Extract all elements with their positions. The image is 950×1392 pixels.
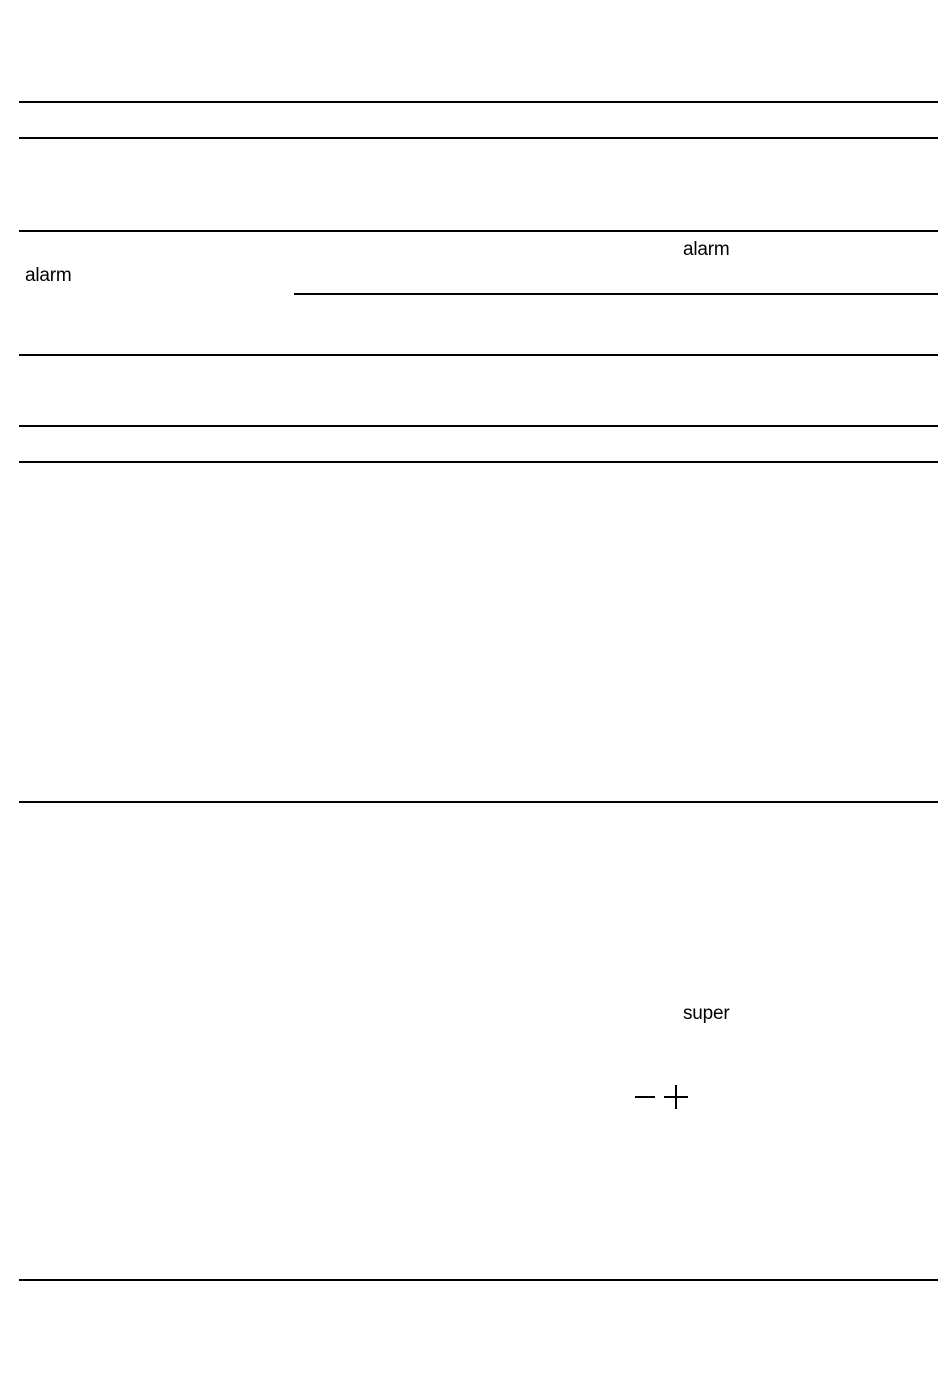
table-row-rule bbox=[19, 461, 938, 463]
table-row-rule bbox=[19, 230, 938, 232]
minus-plus-symbols bbox=[633, 1084, 689, 1110]
table-row-rule bbox=[19, 354, 938, 356]
row-value-alarm: alarm bbox=[683, 239, 730, 260]
row-label-alarm: alarm bbox=[25, 265, 72, 286]
table-row-rule bbox=[19, 801, 938, 803]
table-header-rule bbox=[19, 137, 938, 139]
minus-icon bbox=[635, 1096, 655, 1098]
table-bottom-rule bbox=[19, 1279, 938, 1281]
table-subrow-rule bbox=[294, 293, 938, 295]
table-row-rule bbox=[19, 425, 938, 427]
table-top-rule bbox=[19, 101, 938, 103]
row-value-super: super bbox=[683, 1003, 730, 1024]
plus-icon bbox=[664, 1085, 688, 1109]
